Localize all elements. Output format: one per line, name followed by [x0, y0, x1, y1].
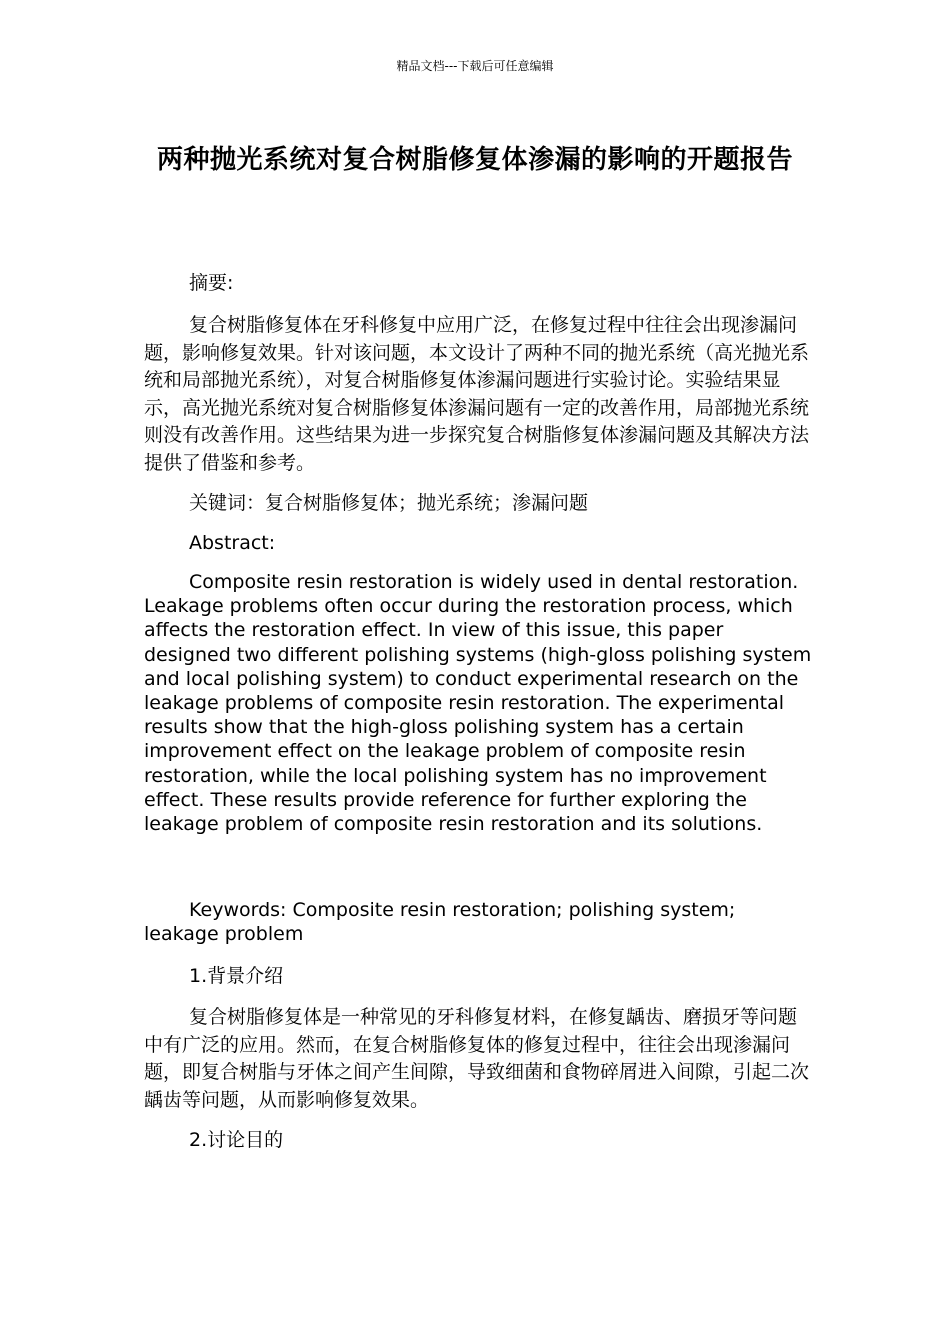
abstract-en-label: Abstract: [189, 532, 276, 554]
keywords-cn: 关键词：复合树脂修复体；抛光系统；渗漏问题 [189, 492, 589, 514]
header-note: 精品文档---下载后可任意编辑 [396, 59, 554, 73]
document-title: 两种抛光系统对复合树脂修复体渗漏的影响的开题报告 [156, 145, 793, 175]
section-2-heading: 2.讨论目的 [189, 1129, 284, 1151]
abstract-cn-paragraph: 复合树脂修复体在牙科修复中应用广泛，在修复过程中往往会出现渗漏问题，影响修复效果。针对该问题，本文设计了两种不同的抛光系统（高光抛光系统和局部抛光系统），对复合树脂修复体渗漏问题进行实验讨论。实验结果显示，高光抛光系统对复合树脂修复体渗漏问题有一定的改善作用，局部抛光系统则没有改善作用。这些结果为进一步探究复合树脂修复体渗漏问题及其解决方法提供了借鉴和参考。 [144, 314, 810, 474]
abstract-cn-label: 摘要: [189, 272, 234, 294]
section-1-paragraph: 复合树脂修复体是一种常见的牙科修复材料，在修复龋齿、磨损牙等问题中有广泛的应用。然而，在复合树脂修复体的修复过程中，往往会出现渗漏问题，即复合树脂与牙体之间产生间隙，导致细菌和食物碎屑进入间隙，引起二次龋齿等问题，从而影响修复效果。 [144, 1006, 810, 1111]
section-1-heading: 1.背景介绍 [189, 965, 284, 987]
abstract-en-paragraph: Composite resin restoration is widely used in dental restoration. Leakage problems often occur during the restoration process, which affects the restoration effect. In view of this issue, this paper designed two different polishing systems (high-gloss polishing system and local polishing system) to conduct experimental research on the leakage problems of composite resin restoration. The experimental results show that the high-gloss polishing system has a certain improvement effect on the leakage problem of composite resin restoration, while the local polishing system has no improvement effect. These results provide reference for further exploring the leakage problem of composite resin restoration and its solutions. [144, 571, 812, 836]
keywords-en: Keywords: Composite resin restoration; polishing system; leakage problem [144, 899, 736, 946]
